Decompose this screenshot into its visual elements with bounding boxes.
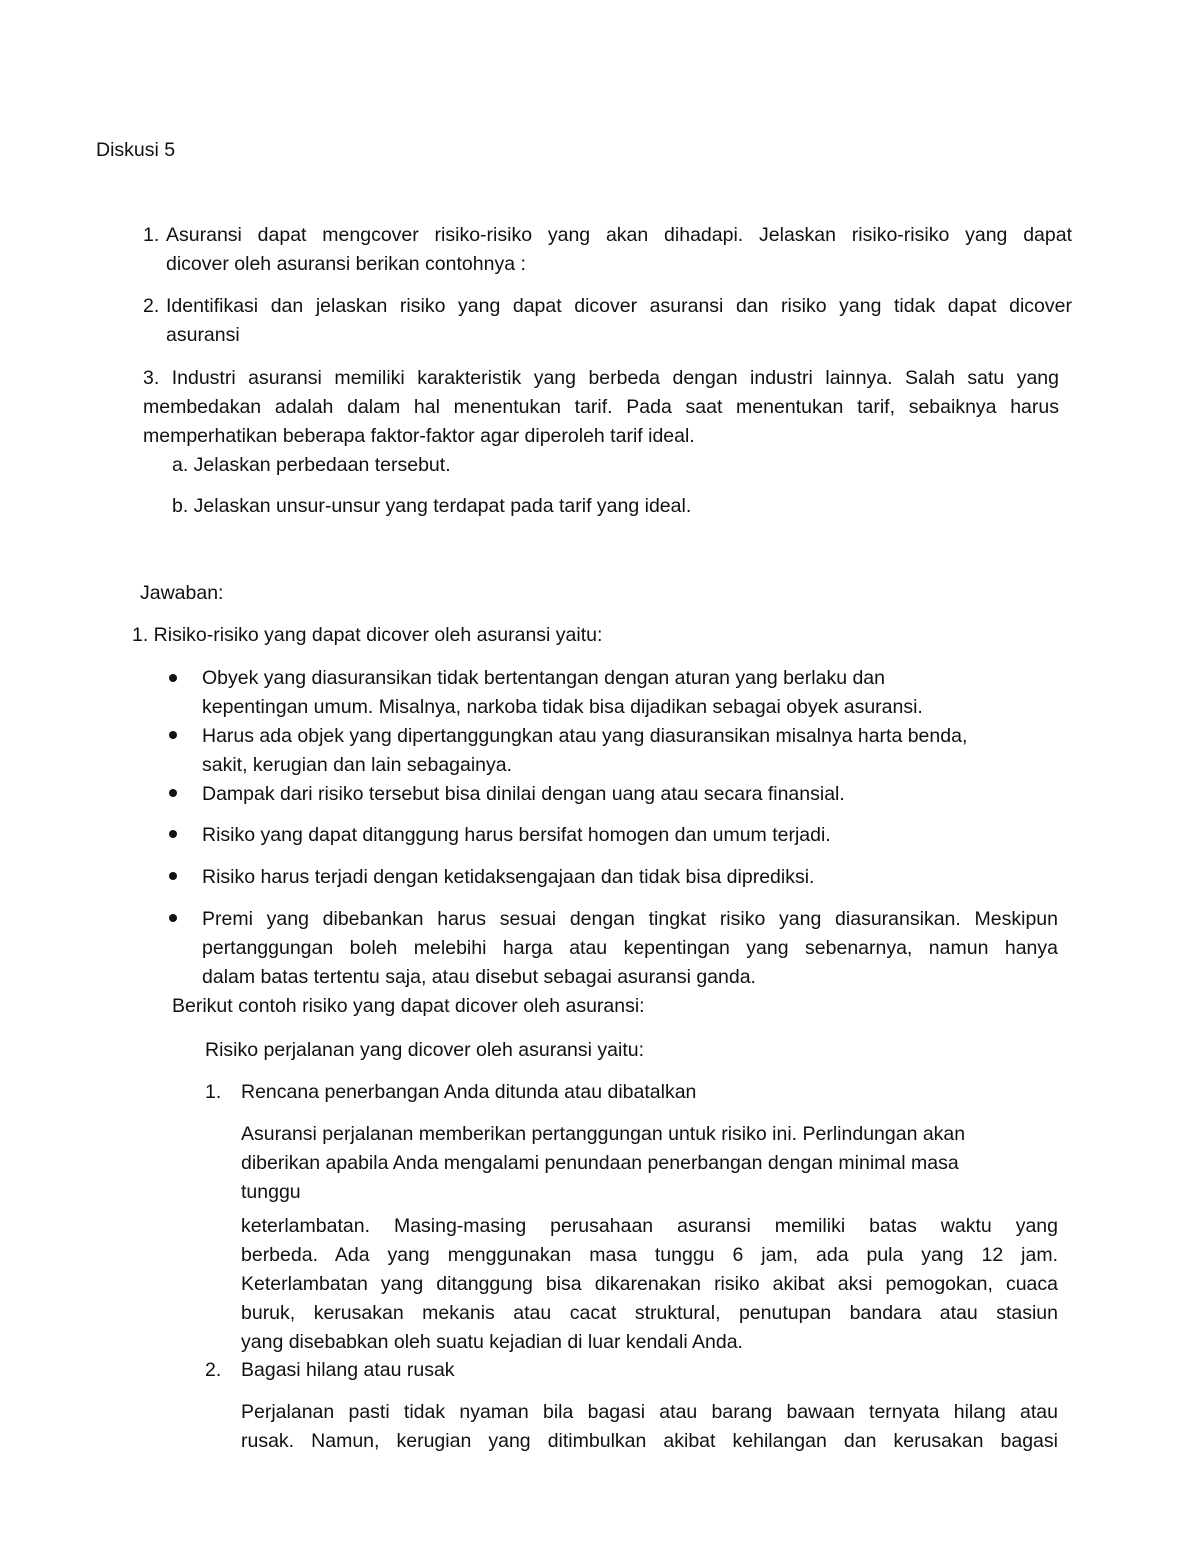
bullet-dot-icon [169, 789, 177, 797]
question-3-line-1: 3. Industri asuransi memiliki karakteristik yang berbeda dengan industri lainnya. Salah satu yang [143, 367, 1059, 389]
bullet-6-line-1: Premi yang dibebankan harus sesuai dengan tingkat risiko yang diasuransikan. Meskipun [202, 908, 1058, 930]
answer-1-intro: 1. Risiko-risiko yang dapat dicover oleh asuransi yaitu: [132, 624, 603, 646]
question-3b: b. Jelaskan unsur-unsur yang terdapat pada tarif yang ideal. [172, 495, 692, 517]
bullet-3-line-1: Dampak dari risiko tersebut bisa dinilai dengan uang atau secara finansial. [202, 783, 845, 805]
travel-item-2-para-1-line-1: Perjalanan pasti tidak nyaman bila bagasi atau barang bawaan ternyata hilang atau [241, 1401, 1058, 1423]
question-2-line-2: asuransi [166, 324, 240, 346]
travel-item-1-para-2-line-4: buruk, kerusakan mekanis atau cacat struktural, penutupan bandara atau stasiun [241, 1302, 1058, 1324]
travel-item-1-para-2-line-3: Keterlambatan yang ditanggung bisa dikarenakan risiko akibat aksi pemogokan, cuaca [241, 1273, 1058, 1295]
travel-item-1-number: 1. [205, 1081, 222, 1103]
question-1-line-2: dicover oleh asuransi berikan contohnya : [166, 253, 526, 275]
bullet-6-line-3: dalam batas tertentu saja, atau disebut sebagai asuransi ganda. [202, 966, 756, 988]
travel-item-1-para-1-line-3: tunggu [241, 1181, 301, 1203]
travel-item-2-title: Bagasi hilang atau rusak [241, 1359, 455, 1381]
bullet-1-line-1: Obyek yang diasuransikan tidak bertentangan dengan aturan yang berlaku dan [202, 667, 885, 689]
bullet-6-line-2: pertanggungan boleh melebihi harga atau kepentingan yang sebenarnya, namun hanya [202, 937, 1058, 959]
travel-item-1-para-2-line-5: yang disebabkan oleh suatu kejadian di luar kendali Anda. [241, 1331, 743, 1353]
travel-risk-intro: Risiko perjalanan yang dicover oleh asuransi yaitu: [205, 1039, 644, 1061]
examples-intro: Berikut contoh risiko yang dapat dicover oleh asuransi: [172, 995, 645, 1017]
travel-item-1-para-1-line-1: Asuransi perjalanan memberikan pertanggungan untuk risiko ini. Perlindungan akan [241, 1123, 966, 1145]
question-3-line-2: membedakan adalah dalam hal menentukan tarif. Pada saat menentukan tarif, sebaiknya harus [143, 396, 1059, 418]
bullet-dot-icon [169, 731, 177, 739]
bullet-2-line-2: sakit, kerugian dan lain sebagainya. [202, 754, 513, 776]
question-1-line-1: Asuransi dapat mengcover risiko-risiko yang akan dihadapi. Jelaskan risiko-risiko yang dapat [166, 224, 1072, 246]
bullet-dot-icon [169, 674, 177, 682]
travel-item-1-title: Rencana penerbangan Anda ditunda atau dibatalkan [241, 1081, 697, 1103]
question-2-line-1: Identifikasi dan jelaskan risiko yang dapat dicover asuransi dan risiko yang tidak dapat dicover [166, 295, 1072, 317]
travel-item-1-para-2-line-2: berbeda. Ada yang menggunakan masa tunggu 6 jam, ada pula yang 12 jam. [241, 1244, 1058, 1266]
travel-item-2-number: 2. [205, 1359, 222, 1381]
bullet-4-line-1: Risiko yang dapat ditanggung harus bersifat homogen dan umum terjadi. [202, 824, 831, 846]
question-1-number: 1. [143, 224, 160, 246]
bullet-dot-icon [169, 872, 177, 880]
travel-item-1-para-2-line-1: keterlambatan. Masing-masing perusahaan asuransi memiliki batas waktu yang [241, 1215, 1058, 1237]
bullet-5-line-1: Risiko harus terjadi dengan ketidaksengajaan dan tidak bisa diprediksi. [202, 866, 815, 888]
bullet-dot-icon [169, 830, 177, 838]
bullet-dot-icon [169, 914, 177, 922]
bullet-1-line-2: kepentingan umum. Misalnya, narkoba tidak bisa dijadikan sebagai obyek asuransi. [202, 696, 923, 718]
bullet-2-line-1: Harus ada objek yang dipertanggungkan atau yang diasuransikan misalnya harta benda, [202, 725, 968, 747]
travel-item-1-para-1-line-2: diberikan apabila Anda mengalami penundaan penerbangan dengan minimal masa [241, 1152, 959, 1174]
question-3a: a. Jelaskan perbedaan tersebut. [172, 454, 451, 476]
question-3-line-3: memperhatikan beberapa faktor-faktor agar diperoleh tarif ideal. [143, 425, 695, 447]
question-2-number: 2. [143, 295, 160, 317]
travel-item-2-para-1-line-2: rusak. Namun, kerugian yang ditimbulkan akibat kehilangan dan kerusakan bagasi [241, 1430, 1058, 1452]
answer-heading: Jawaban: [140, 582, 224, 604]
document-title: Diskusi 5 [96, 139, 176, 161]
